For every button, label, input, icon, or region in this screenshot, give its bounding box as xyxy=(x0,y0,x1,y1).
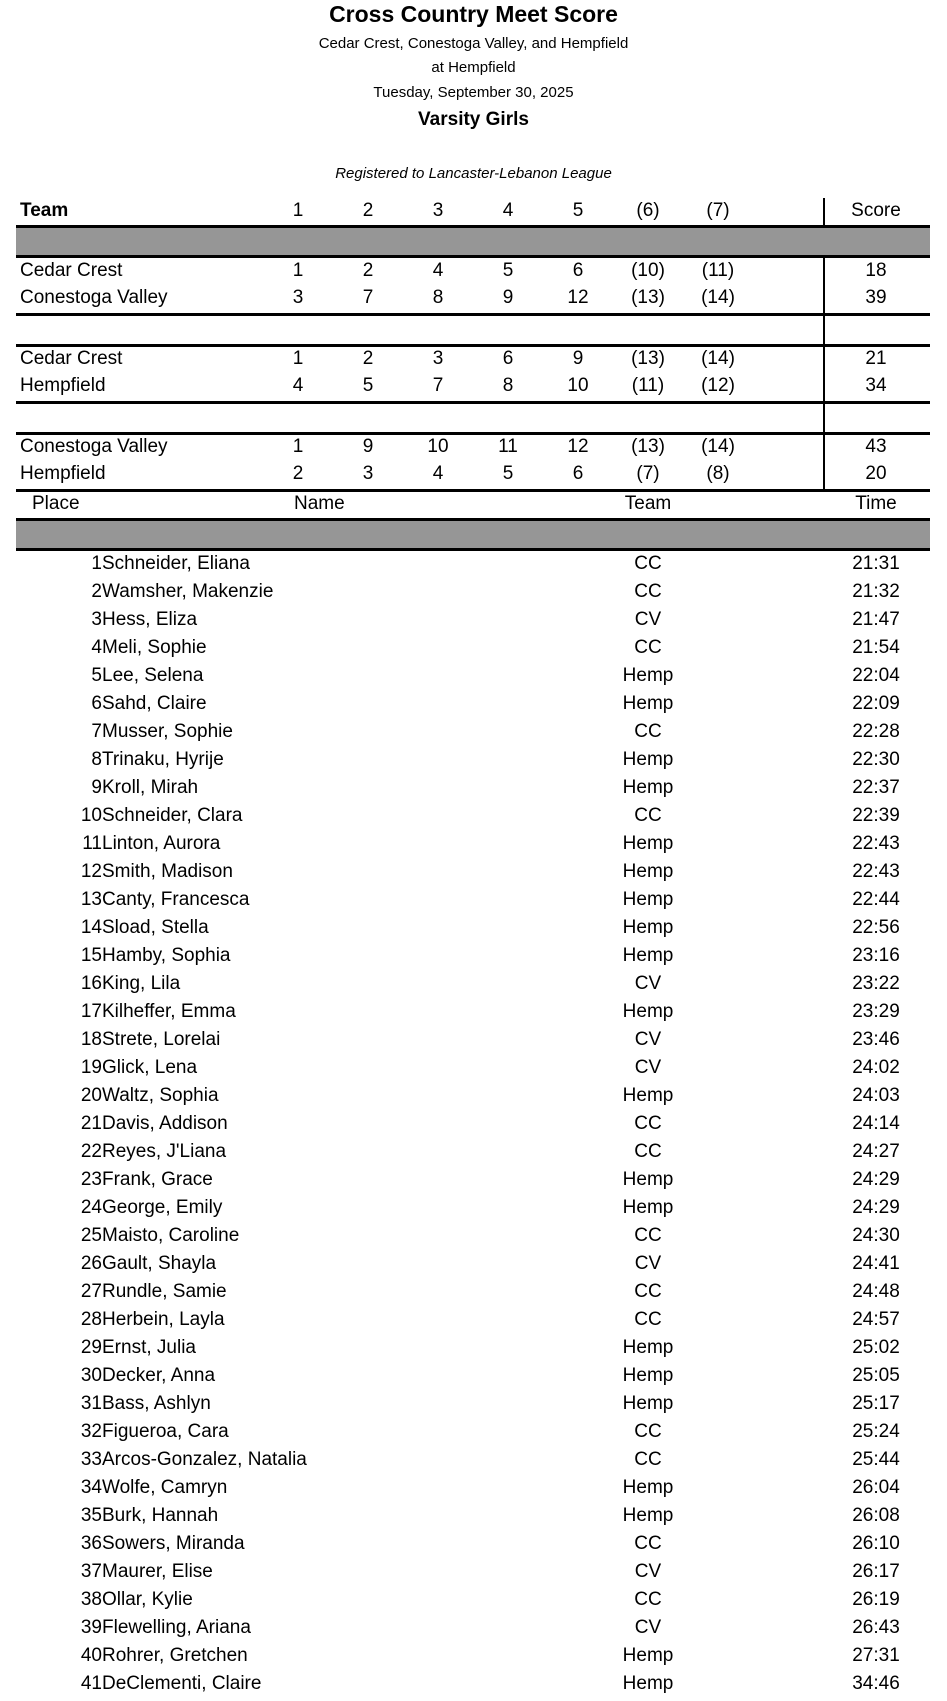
result-time: 24:41 xyxy=(852,1253,900,1274)
result-name: Gault, Shayla xyxy=(102,1253,217,1274)
header-place-4: 4 xyxy=(502,200,514,221)
result-team: CV xyxy=(634,1057,662,1078)
result-name: Maurer, Elise xyxy=(102,1561,213,1582)
result-team: CC xyxy=(634,805,662,826)
result-time: 23:16 xyxy=(852,945,900,966)
header-place-6: (6) xyxy=(636,200,660,221)
result-team: CV xyxy=(634,1617,662,1638)
result-time: 26:19 xyxy=(852,1589,900,1610)
divider xyxy=(16,313,930,316)
result-name: Sowers, Miranda xyxy=(102,1533,245,1554)
result-place: 15 xyxy=(80,945,102,966)
result-time: 22:28 xyxy=(852,721,900,742)
place-cell: 2 xyxy=(362,348,374,369)
result-place: 8 xyxy=(91,749,102,770)
result-name: Rohrer, Gretchen xyxy=(102,1645,248,1666)
place-cell: (12) xyxy=(701,375,735,396)
result-place: 38 xyxy=(80,1589,102,1610)
result-time: 25:24 xyxy=(852,1421,900,1442)
result-name: Kroll, Mirah xyxy=(102,777,199,798)
result-row xyxy=(0,1194,947,1222)
result-team: Hemp xyxy=(622,861,674,882)
result-name: Davis, Addison xyxy=(102,1113,228,1134)
result-row xyxy=(0,1670,947,1698)
result-row xyxy=(0,1502,947,1530)
result-name: Meli, Sophie xyxy=(102,637,207,658)
header-place-1: 1 xyxy=(292,200,304,221)
result-place: 14 xyxy=(80,917,102,938)
result-time: 26:08 xyxy=(852,1505,900,1526)
result-row xyxy=(0,1614,947,1642)
result-team: CC xyxy=(634,1589,662,1610)
result-team: Hemp xyxy=(622,665,674,686)
result-row xyxy=(0,1642,947,1670)
result-team: Hemp xyxy=(622,749,674,770)
result-time: 24:57 xyxy=(852,1309,900,1330)
result-row xyxy=(0,1418,947,1446)
result-place: 33 xyxy=(80,1449,102,1470)
place-cell: 7 xyxy=(432,375,444,396)
team-score: 39 xyxy=(865,287,887,308)
result-row xyxy=(0,1334,947,1362)
result-name: Wolfe, Camryn xyxy=(102,1477,228,1498)
result-name: Maisto, Caroline xyxy=(102,1225,240,1246)
result-time: 25:05 xyxy=(852,1365,900,1386)
matchup-1-team-2 xyxy=(0,285,947,311)
result-name: Linton, Aurora xyxy=(102,833,221,854)
place-cell: 6 xyxy=(572,463,584,484)
result-team: CV xyxy=(634,1029,662,1050)
place-cell: 7 xyxy=(362,287,374,308)
place-cell: 12 xyxy=(567,436,589,457)
result-team: CC xyxy=(634,1449,662,1470)
result-place: 6 xyxy=(91,693,102,714)
result-time: 21:32 xyxy=(852,581,900,602)
place-cell: (14) xyxy=(701,436,735,457)
result-name: Waltz, Sophia xyxy=(102,1085,219,1106)
place-cell: 8 xyxy=(502,375,514,396)
result-time: 26:04 xyxy=(852,1477,900,1498)
result-name: Schneider, Clara xyxy=(102,805,243,826)
result-time: 24:30 xyxy=(852,1225,900,1246)
result-row xyxy=(0,606,947,634)
result-team: CV xyxy=(634,1561,662,1582)
result-place: 9 xyxy=(91,777,102,798)
team-score: 18 xyxy=(865,260,887,281)
result-name: Flewelling, Ariana xyxy=(102,1617,251,1638)
result-place: 17 xyxy=(80,1001,102,1022)
place-cell: 6 xyxy=(572,260,584,281)
result-team: CV xyxy=(634,973,662,994)
result-name: Burk, Hannah xyxy=(102,1505,219,1526)
header-score: Score xyxy=(851,200,901,221)
result-place: 32 xyxy=(80,1421,102,1442)
result-team: Hemp xyxy=(622,1197,674,1218)
result-team: CC xyxy=(634,1113,662,1134)
result-row xyxy=(0,886,947,914)
place-cell: 5 xyxy=(502,260,514,281)
result-time: 27:31 xyxy=(852,1645,900,1666)
result-name: Strete, Lorelai xyxy=(102,1029,221,1050)
result-time: 24:27 xyxy=(852,1141,900,1162)
result-place: 27 xyxy=(80,1281,102,1302)
result-time: 25:17 xyxy=(852,1393,900,1414)
place-cell: (14) xyxy=(701,348,735,369)
result-row xyxy=(0,774,947,802)
result-row xyxy=(0,1362,947,1390)
result-time: 25:02 xyxy=(852,1337,900,1358)
result-place: 20 xyxy=(80,1085,102,1106)
result-place: 10 xyxy=(80,805,102,826)
result-name: Rundle, Samie xyxy=(102,1281,227,1302)
result-place: 39 xyxy=(80,1617,102,1638)
division-title: Varsity Girls xyxy=(418,109,529,130)
result-team: Hemp xyxy=(622,1673,674,1694)
result-team: CC xyxy=(634,1141,662,1162)
result-name: Schneider, Eliana xyxy=(102,553,250,574)
team-name: Hempfield xyxy=(20,463,106,484)
result-time: 22:09 xyxy=(852,693,900,714)
result-row xyxy=(0,746,947,774)
result-place: 11 xyxy=(82,833,102,854)
result-row xyxy=(0,1306,947,1334)
result-name: Frank, Grace xyxy=(102,1169,213,1190)
matchup-2-team-2 xyxy=(0,373,947,399)
place-cell: (10) xyxy=(631,260,665,281)
result-name: Ernst, Julia xyxy=(102,1337,196,1358)
result-team: CC xyxy=(634,637,662,658)
result-place: 23 xyxy=(80,1169,102,1190)
result-name: Glick, Lena xyxy=(102,1057,198,1078)
result-row xyxy=(0,1250,947,1278)
result-row xyxy=(0,942,947,970)
place-cell: 2 xyxy=(362,260,374,281)
matchup-2-team-1 xyxy=(0,346,947,372)
result-time: 24:48 xyxy=(852,1281,900,1302)
result-time: 26:10 xyxy=(852,1533,900,1554)
result-name: Decker, Anna xyxy=(102,1365,216,1386)
result-team: Hemp xyxy=(622,1169,674,1190)
result-row xyxy=(0,1558,947,1586)
result-name: Reyes, J'Liana xyxy=(102,1141,227,1162)
result-place: 12 xyxy=(80,861,102,882)
result-row xyxy=(0,1082,947,1110)
place-cell: 9 xyxy=(502,287,514,308)
result-time: 22:39 xyxy=(852,805,900,826)
result-place: 19 xyxy=(80,1057,102,1078)
result-place: 37 xyxy=(80,1561,102,1582)
result-name: Hamby, Sophia xyxy=(102,945,231,966)
result-team: CC xyxy=(634,1421,662,1442)
place-cell: 8 xyxy=(432,287,444,308)
result-time: 21:54 xyxy=(852,637,900,658)
place-cell: (13) xyxy=(631,348,665,369)
result-row xyxy=(0,634,947,662)
meet-location: at Hempfield xyxy=(431,59,516,76)
result-name: George, Emily xyxy=(102,1197,223,1218)
result-time: 34:46 xyxy=(852,1673,900,1694)
place-cell: 1 xyxy=(292,436,304,457)
result-team: CC xyxy=(634,1309,662,1330)
result-time: 25:44 xyxy=(852,1449,900,1470)
result-place: 24 xyxy=(80,1197,102,1218)
place-cell: 2 xyxy=(292,463,304,484)
result-name: Herbein, Layla xyxy=(102,1309,225,1330)
result-name: Lee, Selena xyxy=(102,665,204,686)
place-cell: (13) xyxy=(631,287,665,308)
result-place: 22 xyxy=(80,1141,102,1162)
result-row xyxy=(0,718,947,746)
result-row xyxy=(0,1138,947,1166)
team-name: Cedar Crest xyxy=(20,260,123,281)
result-time: 23:22 xyxy=(852,973,900,994)
matchup-3-team-2 xyxy=(0,461,947,487)
result-row xyxy=(0,1166,947,1194)
result-time: 22:30 xyxy=(852,749,900,770)
result-team: CC xyxy=(634,553,662,574)
result-row xyxy=(0,1474,947,1502)
result-place: 31 xyxy=(80,1393,102,1414)
result-team: Hemp xyxy=(622,693,674,714)
result-name: Ollar, Kylie xyxy=(102,1589,193,1610)
place-cell: 5 xyxy=(362,375,374,396)
result-team: Hemp xyxy=(622,917,674,938)
result-name: Sload, Stella xyxy=(102,917,209,938)
result-name: Hess, Eliza xyxy=(102,609,198,630)
header-place: Place xyxy=(32,493,80,514)
result-name: DeClementi, Claire xyxy=(102,1673,262,1694)
header-place-5: 5 xyxy=(572,200,584,221)
result-row xyxy=(0,1446,947,1474)
result-name: Kilheffer, Emma xyxy=(102,1001,236,1022)
result-name: Musser, Sophie xyxy=(102,721,233,742)
result-place: 2 xyxy=(91,581,102,602)
result-time: 23:46 xyxy=(852,1029,900,1050)
result-place: 13 xyxy=(80,889,102,910)
result-place: 36 xyxy=(80,1533,102,1554)
place-cell: 4 xyxy=(432,260,444,281)
result-row xyxy=(0,1110,947,1138)
place-cell: (11) xyxy=(631,375,665,396)
matchup-3-team-1 xyxy=(0,434,947,460)
result-time: 26:17 xyxy=(852,1561,900,1582)
result-place: 4 xyxy=(91,637,102,658)
meet-schools: Cedar Crest, Conestoga Valley, and Hempfield xyxy=(318,35,629,52)
result-place: 16 xyxy=(80,973,102,994)
place-cell: 11 xyxy=(498,436,518,457)
result-place: 21 xyxy=(80,1113,102,1134)
result-row xyxy=(0,914,947,942)
result-time: 22:37 xyxy=(852,777,900,798)
team-score: 21 xyxy=(865,348,887,369)
result-row xyxy=(0,690,947,718)
header-place-3: 3 xyxy=(432,200,444,221)
result-time: 24:02 xyxy=(852,1057,900,1078)
result-row xyxy=(0,1054,947,1082)
team-name: Conestoga Valley xyxy=(20,287,168,308)
result-team: CC xyxy=(634,721,662,742)
place-cell: 3 xyxy=(432,348,444,369)
result-row xyxy=(0,1390,947,1418)
result-name: King, Lila xyxy=(102,973,181,994)
place-cell: (11) xyxy=(701,260,735,281)
page-title: Cross Country Meet Score xyxy=(329,1,618,27)
result-time: 26:43 xyxy=(852,1617,900,1638)
result-row xyxy=(0,1278,947,1306)
place-cell: 1 xyxy=(292,260,304,281)
result-row xyxy=(0,550,947,578)
result-place: 1 xyxy=(91,553,102,574)
result-time: 24:29 xyxy=(852,1169,900,1190)
place-cell: (8) xyxy=(706,463,730,484)
result-row xyxy=(0,1222,947,1250)
score-table-header xyxy=(0,198,947,224)
team-name: Cedar Crest xyxy=(20,348,123,369)
result-team: CV xyxy=(634,609,662,630)
header-name: Name xyxy=(294,493,345,514)
place-cell: (7) xyxy=(636,463,660,484)
result-team: Hemp xyxy=(622,1001,674,1022)
result-row xyxy=(0,802,947,830)
result-team: Hemp xyxy=(622,889,674,910)
header-time: Time xyxy=(855,493,897,514)
result-time: 22:56 xyxy=(852,917,900,938)
result-team: CC xyxy=(634,581,662,602)
result-team: Hemp xyxy=(622,777,674,798)
result-name: Arcos-Gonzalez, Natalia xyxy=(102,1449,307,1470)
place-cell: 4 xyxy=(432,463,444,484)
result-team: Hemp xyxy=(622,1393,674,1414)
header-team: Team xyxy=(20,200,69,221)
place-cell: 3 xyxy=(292,287,304,308)
team-score: 34 xyxy=(865,375,887,396)
result-time: 24:03 xyxy=(852,1085,900,1106)
result-time: 22:44 xyxy=(852,889,900,910)
result-name: Canty, Francesca xyxy=(102,889,250,910)
result-row xyxy=(0,1026,947,1054)
result-time: 24:29 xyxy=(852,1197,900,1218)
result-row xyxy=(0,970,947,998)
result-place: 25 xyxy=(80,1225,102,1246)
result-row xyxy=(0,1586,947,1614)
result-time: 22:43 xyxy=(852,833,900,854)
place-cell: 9 xyxy=(572,348,584,369)
result-row xyxy=(0,998,947,1026)
place-cell: 10 xyxy=(567,375,589,396)
place-cell: 1 xyxy=(292,348,304,369)
result-team: CV xyxy=(634,1253,662,1274)
result-row xyxy=(0,858,947,886)
result-time: 22:43 xyxy=(852,861,900,882)
result-place: 35 xyxy=(80,1505,102,1526)
result-time: 21:31 xyxy=(852,553,900,574)
divider xyxy=(16,401,930,404)
header-place-7: (7) xyxy=(706,200,730,221)
result-name: Figueroa, Cara xyxy=(102,1421,229,1442)
place-cell: (13) xyxy=(631,436,665,457)
result-time: 24:14 xyxy=(852,1113,900,1134)
result-team: Hemp xyxy=(622,1365,674,1386)
result-place: 18 xyxy=(80,1029,102,1050)
result-place: 41 xyxy=(80,1673,102,1694)
team-score: 20 xyxy=(865,463,887,484)
meet-date: Tuesday, September 30, 2025 xyxy=(373,84,574,101)
result-place: 3 xyxy=(91,609,102,630)
result-time: 23:29 xyxy=(852,1001,900,1022)
header-place-2: 2 xyxy=(362,200,374,221)
result-team: Hemp xyxy=(622,1645,674,1666)
result-time: 22:04 xyxy=(852,665,900,686)
result-place: 5 xyxy=(91,665,102,686)
result-team: Hemp xyxy=(622,1505,674,1526)
team-name: Conestoga Valley xyxy=(20,436,168,457)
result-team: Hemp xyxy=(622,945,674,966)
results-header xyxy=(0,491,947,517)
gray-band xyxy=(16,228,930,256)
result-name: Sahd, Claire xyxy=(102,693,207,714)
header-team: Team xyxy=(624,493,672,514)
result-team: CC xyxy=(634,1225,662,1246)
place-cell: 9 xyxy=(362,436,374,457)
result-place: 26 xyxy=(80,1253,102,1274)
gray-band xyxy=(16,521,930,549)
result-row xyxy=(0,1530,947,1558)
result-team: Hemp xyxy=(622,1337,674,1358)
result-name: Wamsher, Makenzie xyxy=(102,581,274,602)
result-place: 30 xyxy=(80,1365,102,1386)
team-name: Hempfield xyxy=(20,375,106,396)
result-place: 40 xyxy=(80,1645,102,1666)
result-team: Hemp xyxy=(622,1085,674,1106)
result-team: CC xyxy=(634,1533,662,1554)
registration-note: Registered to Lancaster-Lebanon League xyxy=(335,165,612,182)
result-team: CC xyxy=(634,1281,662,1302)
result-name: Bass, Ashlyn xyxy=(102,1393,211,1414)
matchup-1-team-1 xyxy=(0,258,947,284)
result-place: 29 xyxy=(80,1337,102,1358)
place-cell: 3 xyxy=(362,463,374,484)
result-name: Smith, Madison xyxy=(102,861,233,882)
result-row xyxy=(0,830,947,858)
result-place: 28 xyxy=(80,1309,102,1330)
result-row xyxy=(0,662,947,690)
place-cell: 10 xyxy=(427,436,449,457)
place-cell: 6 xyxy=(502,348,514,369)
result-team: Hemp xyxy=(622,1477,674,1498)
place-cell: 5 xyxy=(502,463,514,484)
team-score: 43 xyxy=(865,436,887,457)
result-row xyxy=(0,578,947,606)
result-place: 34 xyxy=(80,1477,102,1498)
place-cell: 4 xyxy=(292,375,304,396)
place-cell: 12 xyxy=(567,287,589,308)
result-team: Hemp xyxy=(622,833,674,854)
result-name: Trinaku, Hyrije xyxy=(102,749,224,770)
result-time: 21:47 xyxy=(852,609,900,630)
result-place: 7 xyxy=(91,721,102,742)
place-cell: (14) xyxy=(701,287,735,308)
